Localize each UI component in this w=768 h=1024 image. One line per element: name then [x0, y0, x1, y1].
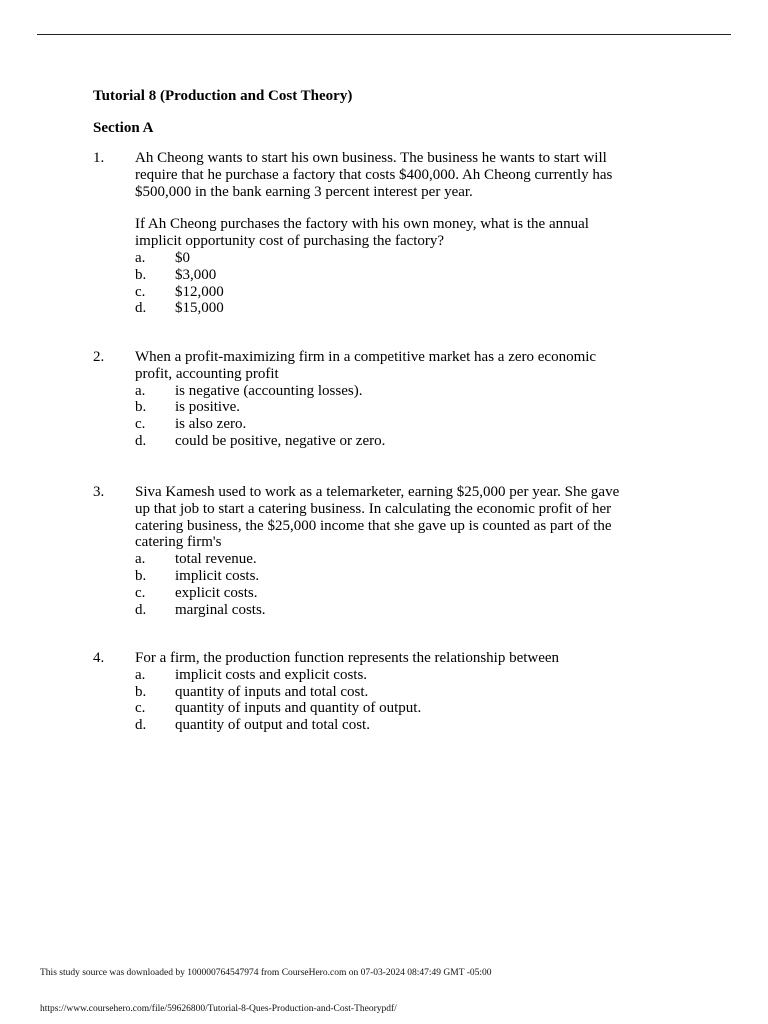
- option-letter: c.: [135, 416, 146, 433]
- question-number: 4.: [93, 650, 105, 666]
- option-text: is also zero.: [175, 416, 247, 433]
- source-url-link[interactable]: https://www.coursehero.com/file/59626800/Tutorial-8-Ques-Production-and-Cost-Theorypdf/: [40, 1004, 397, 1014]
- option-text: quantity of output and total cost.: [175, 717, 370, 734]
- option-letter: b.: [135, 266, 147, 283]
- option-letter: a.: [135, 382, 146, 399]
- answer-option-d: [135, 433, 653, 450]
- question-number: 2.: [93, 349, 105, 365]
- section-heading: Section A: [93, 120, 154, 136]
- option-text: is positive.: [175, 399, 241, 416]
- answer-option-b: [135, 568, 653, 585]
- answer-option-c: [135, 700, 653, 717]
- question-text: When a profit-maximizing firm in a competitive market has a zero economic profit, accounting profit: [135, 349, 597, 382]
- answer-option-c: [135, 284, 653, 301]
- answer-option-a: [135, 383, 653, 400]
- option-letter: c.: [135, 283, 146, 300]
- answer-option-b: [135, 267, 653, 284]
- question-4: [93, 650, 653, 734]
- question-number: 3.: [93, 484, 105, 500]
- option-letter: d.: [135, 300, 147, 317]
- option-text: total revenue.: [175, 551, 257, 568]
- question-2: [93, 349, 653, 450]
- answer-option-a: [135, 667, 653, 684]
- answer-option-c: [135, 585, 653, 602]
- option-letter: d.: [135, 717, 147, 734]
- question-3: [93, 484, 653, 618]
- page-title: Tutorial 8 (Production and Cost Theory): [93, 88, 353, 104]
- answer-option-d: [135, 602, 653, 619]
- option-letter: a.: [135, 666, 146, 683]
- option-letter: b.: [135, 683, 147, 700]
- answer-option-c: [135, 416, 653, 433]
- option-letter: c.: [135, 584, 146, 601]
- answer-options: [135, 667, 653, 734]
- question-text-followup: If Ah Cheong purchases the factory with his own money, what is the annual implicit opportunity cost of purchasing the factory?: [135, 216, 589, 250]
- question-text: Siva Kamesh used to work as a telemarketer, earning $25,000 per year. She gave up that job to start a catering business. In calculating the economic profit of her catering business, the $25,000 income that she gave up is counted as part of the catering firm's: [135, 484, 620, 551]
- option-text: $0: [175, 249, 190, 266]
- option-letter: b.: [135, 567, 147, 584]
- answer-option-d: [135, 300, 653, 317]
- option-text: explicit costs.: [175, 584, 258, 601]
- option-text: implicit costs.: [175, 567, 260, 584]
- option-letter: a.: [135, 249, 146, 266]
- question-text: For a firm, the production function represents the relationship between: [135, 650, 560, 666]
- answer-option-a: [135, 250, 653, 267]
- option-letter: c.: [135, 700, 146, 717]
- answer-option-b: [135, 684, 653, 701]
- answer-option-b: [135, 399, 653, 416]
- question-text: Ah Cheong wants to start his own business. The business he wants to start will require that he purchase a factory that costs $400,000. Ah Cheong currently has $500,000 in the bank earning 3 percent interest per year.: [135, 150, 613, 200]
- answer-options: [135, 551, 653, 618]
- option-text: $3,000: [175, 266, 217, 283]
- top-divider: [37, 34, 731, 35]
- answer-options: [135, 383, 653, 450]
- download-source-note: This study source was downloaded by 100000764547974 from CourseHero.com on 07-03-2024 08:47:49 GMT -05:00: [40, 968, 492, 978]
- option-text: is negative (accounting losses).: [175, 382, 363, 399]
- question-1: [93, 150, 653, 317]
- answer-options: [135, 250, 653, 317]
- option-text: quantity of inputs and total cost.: [175, 683, 369, 700]
- answer-option-a: [135, 551, 653, 568]
- option-text: $15,000: [175, 300, 224, 317]
- question-number: 1.: [93, 150, 105, 166]
- option-letter: b.: [135, 399, 147, 416]
- option-text: quantity of inputs and quantity of output.: [175, 700, 422, 717]
- option-letter: d.: [135, 601, 147, 618]
- option-text: implicit costs and explicit costs.: [175, 666, 368, 683]
- option-letter: a.: [135, 551, 146, 568]
- option-text: marginal costs.: [175, 601, 266, 618]
- option-text: $12,000: [175, 283, 224, 300]
- option-letter: d.: [135, 432, 147, 449]
- option-text: could be positive, negative or zero.: [175, 432, 386, 449]
- answer-option-d: [135, 717, 653, 734]
